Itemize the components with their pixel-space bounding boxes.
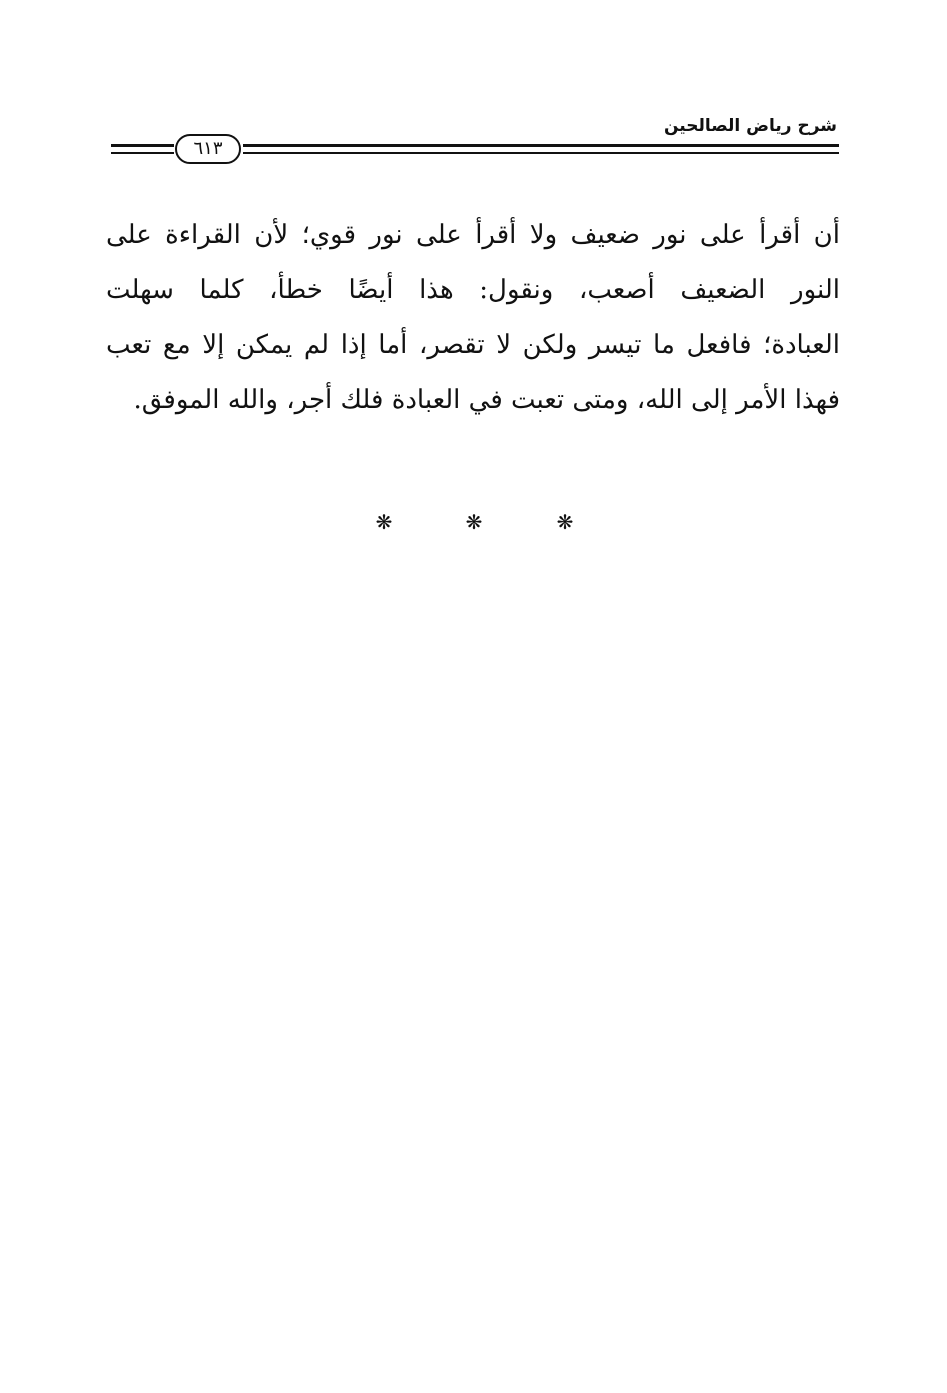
page-number-badge: ٦١٣: [175, 134, 241, 164]
text-line: النور الضعيف أصعب، ونقول: هذا أيضًا خطأ، كلما سهلت: [106, 275, 840, 305]
asterism-star-icon: ❋: [375, 510, 393, 534]
header-rule-right: [243, 144, 839, 154]
section-separator: [0, 508, 947, 538]
header-rule-left: [111, 144, 174, 154]
text-line: العبادة؛ فافعل ما تيسر ولكن لا تقصر، أما إذا لم يمكن إلا مع تعب: [106, 330, 840, 360]
text-line: فهذا الأمر إلى الله، ومتى تعبت في العبادة فلك أجر، والله الموفق.: [133, 385, 840, 415]
text-line: أن أقرأ على نور ضعيف ولا أقرأ على نور قوي؛ لأن القراءة على: [106, 220, 840, 250]
asterism-star-icon: ❋: [556, 510, 574, 534]
asterism-star-icon: ❋: [465, 510, 483, 534]
body-paragraph: [106, 210, 840, 430]
running-title: شرح رياض الصالحين: [663, 116, 837, 136]
